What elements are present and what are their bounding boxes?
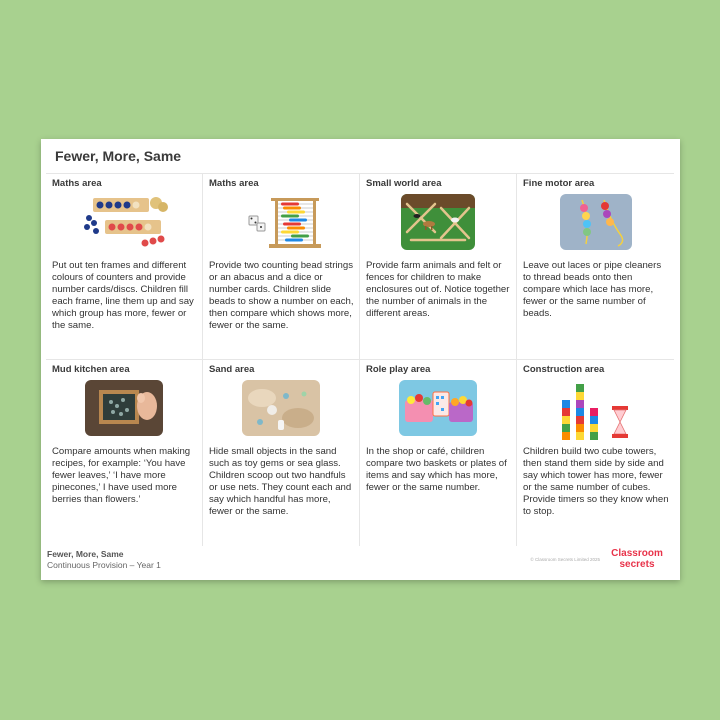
activity-cell-fine-motor: [517, 174, 674, 360]
classroom-secrets-logo: [604, 548, 670, 572]
cell-description: Compare amounts when making recipes, for example: ‘You have fewer leaves,’ ‘I have more pinecones,’ I have used more berries than flowers.’: [52, 446, 191, 506]
ten-frames-image: [79, 194, 169, 250]
shop-baskets-image: [399, 380, 477, 436]
activity-cell-sand: [203, 360, 360, 546]
page-title: Fewer, More, Same: [55, 148, 182, 164]
activity-cell-maths-2: [203, 174, 360, 360]
cell-title: Sand area: [209, 364, 255, 375]
mud-kitchen-image: [85, 380, 163, 436]
activity-cell-maths-1: [46, 174, 203, 360]
cell-description: Put out ten frames and different colours of counters and provide number cards/discs. Children fill each frame, line them up and say which group has more, fewer or the same.: [52, 260, 194, 332]
cell-description: Provide farm animals and felt or fences for children to make enclosures out of. Notice together the number of animals in the different areas.: [366, 260, 510, 320]
cell-title: Role play area: [366, 364, 431, 375]
activity-sheet: [41, 139, 680, 580]
farm-animals-image: [401, 194, 475, 250]
activity-cell-role-play: [360, 360, 517, 546]
activity-grid: [46, 173, 674, 545]
cell-title: Small world area: [366, 178, 442, 189]
cell-title: Mud kitchen area: [52, 364, 130, 375]
cell-title: Construction area: [523, 364, 605, 375]
sand-image: [242, 380, 320, 436]
footer-subtitle: Continuous Provision – Year 1: [47, 560, 161, 570]
activity-cell-small-world: [360, 174, 517, 360]
cell-title: Fine motor area: [523, 178, 595, 189]
activity-cell-construction: [517, 360, 674, 546]
abacus-image: [231, 194, 331, 250]
logo-text-line1: Classroom: [611, 548, 663, 559]
cell-description: Hide small objects in the sand such as toy gems or sea glass. Children scoop out two handfuls or use nets. They count each and say which handful has more, fewer or the same.: [209, 446, 352, 518]
cube-towers-image: [552, 380, 640, 442]
logo-text-line2: secrets: [619, 559, 655, 570]
cell-description: Provide two counting bead strings or an abacus and a dice or number cards. Children slide beads to show a number on each, then compare which shows more, fewer or the same.: [209, 260, 354, 332]
cell-description: Leave out laces or pipe cleaners to thread beads onto then compare which lace has more, fewer or the same number of beads.: [523, 260, 662, 320]
bead-threading-image: [560, 194, 632, 250]
copyright-text: © Classroom Secrets Limited 2025: [530, 557, 600, 562]
cell-description: Children build two cube towers, then stand them side by side and say which tower has more, fewer or the same number of cubes. Provide timers so they know when to stop.: [523, 446, 669, 518]
footer-title: Fewer, More, Same: [47, 549, 124, 559]
cell-title: Maths area: [209, 178, 259, 189]
activity-cell-mud-kitchen: [46, 360, 203, 546]
cell-title: Maths area: [52, 178, 102, 189]
cell-description: In the shop or café, children compare two baskets or plates of items and say which has more, fewer or the same number.: [366, 446, 507, 494]
